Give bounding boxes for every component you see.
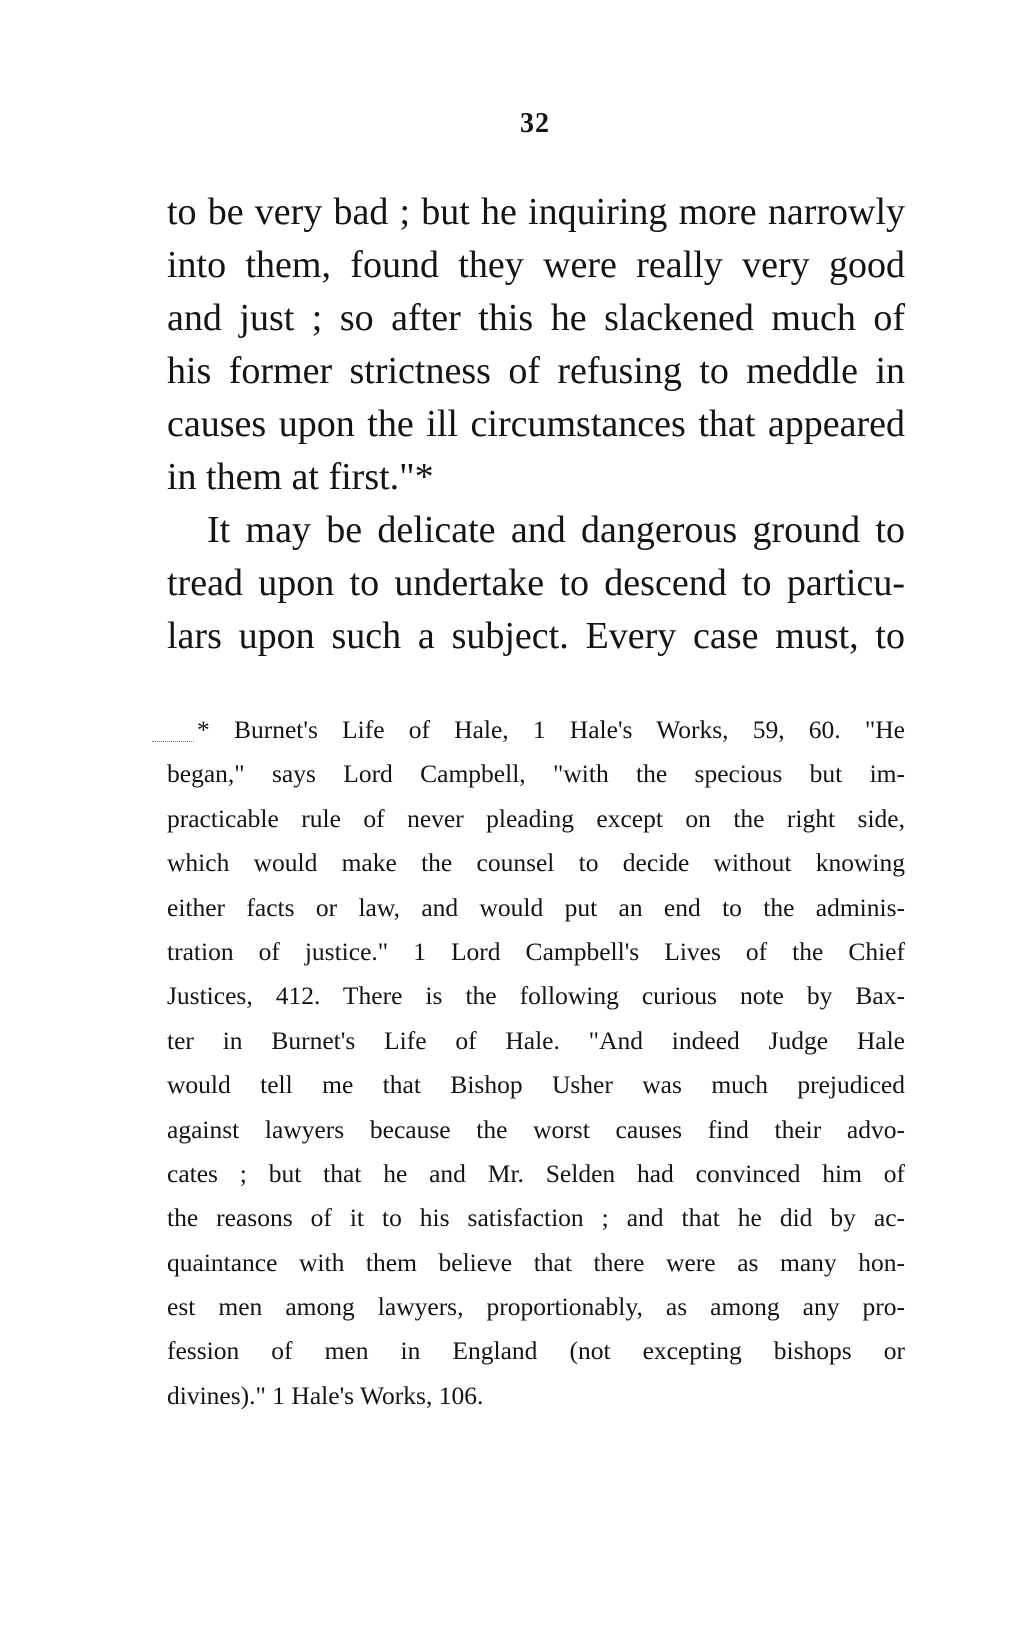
footnote-line: fession of men in England (not excepting bishops or	[167, 1336, 905, 1366]
body-text	[167, 186, 905, 663]
footnote-line: quaintance with them believe that there were as many hon-	[167, 1247, 905, 1277]
body-line: his former strictness of refusing to meddle in	[167, 350, 905, 392]
footnote-line: divines)." 1 Hale's Works, 106.	[167, 1380, 484, 1410]
footnote-line: would tell me that Bishop Usher was much prejudiced	[167, 1070, 905, 1100]
body-line: It may be delicate and dangerous ground to	[207, 509, 905, 551]
footnote-line: which would make the counsel to decide without knowing	[167, 848, 905, 878]
body-line: into them, found they were really very good	[167, 244, 905, 286]
footnote	[167, 708, 905, 1418]
body-line: lars upon such a subject. Every case must, to	[167, 615, 905, 657]
footnote-line: either facts or law, and would put an end to the adminis-	[167, 892, 905, 922]
body-line: causes upon the ill circumstances that appeared	[167, 403, 905, 445]
body-line: tread upon to undertake to descend to particu-	[167, 562, 905, 604]
body-line: and just ; so after this he slackened much of	[167, 297, 905, 339]
footnote-line: Justices, 412. There is the following curious note by Bax-	[167, 981, 905, 1011]
footnote-line: * Burnet's Life of Hale, 1 Hale's Works, 59, 60. "He	[197, 715, 905, 744]
footnote-line: against lawyers because the worst causes find their advo-	[167, 1114, 905, 1144]
footnote-line: est men among lawyers, proportionably, as among any pro-	[167, 1292, 905, 1322]
page-number: 32	[520, 108, 550, 139]
footnote-line: began," says Lord Campbell, "with the specious but im-	[167, 759, 905, 789]
footnote-line: practicable rule of never pleading except on the right side,	[167, 803, 905, 833]
footnote-line: the reasons of it to his satisfaction ; and that he did by ac-	[167, 1203, 905, 1233]
footnote-line: tration of justice." 1 Lord Campbell's Lives of the Chief	[167, 936, 905, 966]
footnote-line: ter in Burnet's Life of Hale. "And indeed Judge Hale	[167, 1025, 905, 1055]
body-line: in them at first."*	[167, 456, 434, 498]
body-line: to be very bad ; but he inquiring more narrowly	[167, 191, 905, 233]
footnote-line: cates ; but that he and Mr. Selden had convinced him of	[167, 1158, 905, 1188]
